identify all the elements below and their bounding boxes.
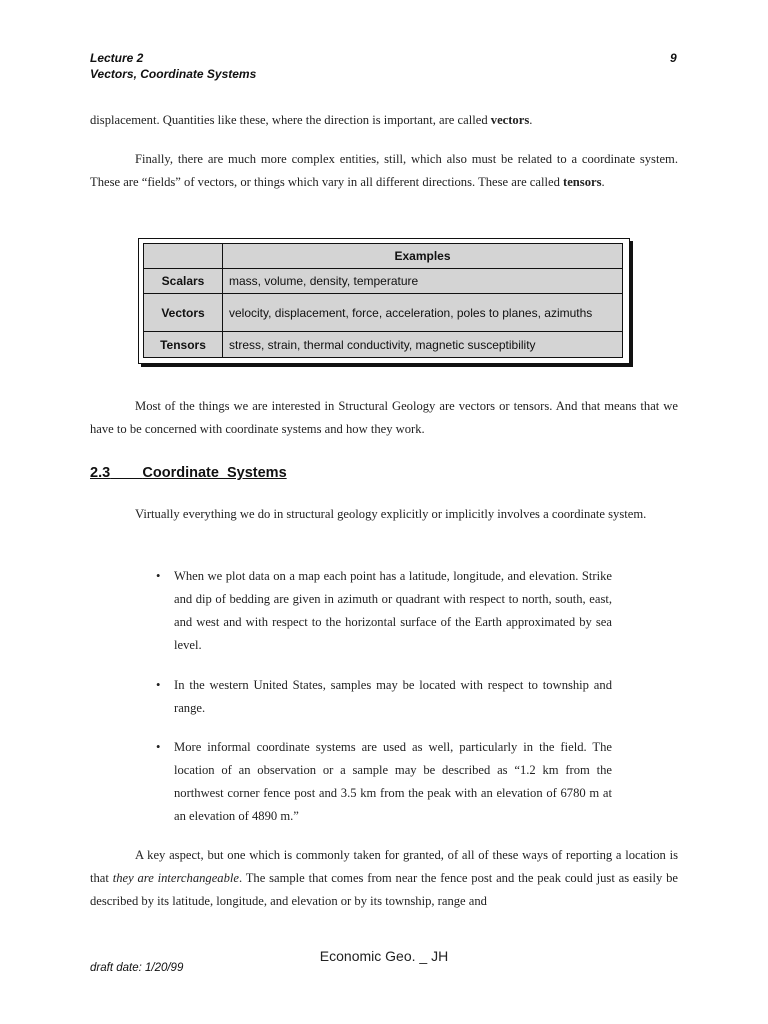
bullet-icon: • xyxy=(156,569,161,583)
footer-course: Economic Geo. _ JH xyxy=(319,948,449,964)
examples-table-frame xyxy=(138,238,630,364)
section-heading xyxy=(90,465,287,481)
row-label-vectors: Vectors xyxy=(144,294,223,332)
bullet-text: When we plot data on a map each point has a latitude, longitude, and elevation. Strike and dip of bedding are given in azimuth or quadrant with respect to north, south, east, and west and with respect to the horizontal surface of the Earth approximated by sea level. xyxy=(174,569,612,652)
examples-table xyxy=(143,243,623,358)
paragraph-tensors: Finally, there are much more complex entities, still, which also must be related to a coordinate system. These are “fields” of vectors, or things which vary in all different directions. These are called tensors. xyxy=(90,152,678,189)
row-value-scalars: mass, volume, density, temperature xyxy=(223,269,623,294)
paragraph-coordinate-intro: Virtually everything we do in structural geology explicitly or implicitly involves a coordinate system. xyxy=(135,507,647,521)
table-header-examples: Examples xyxy=(223,244,623,269)
bullet-item-informal xyxy=(156,736,612,828)
table-row xyxy=(144,332,623,358)
bullet-item-map xyxy=(156,565,612,657)
row-value-tensors: stress, strain, thermal conductivity, magnetic susceptibility xyxy=(223,332,623,358)
emphasis-interchangeable: they are interchangeable xyxy=(112,871,239,885)
bullet-icon: • xyxy=(156,740,161,754)
bullet-icon: • xyxy=(156,678,161,692)
table-corner-cell xyxy=(144,244,223,269)
row-label-scalars: Scalars xyxy=(144,269,223,294)
row-label-tensors: Tensors xyxy=(144,332,223,358)
page-number: 9 xyxy=(670,51,677,65)
term-vectors: vectors xyxy=(490,113,530,127)
bullet-text: More informal coordinate systems are used as well, particularly in the field. The location of an observation or a sample may be described as “1.2 km from the northwest corner fence post and 3.5 km from the peak with an elevation of 6780 m at an elevation of 4890 m.” xyxy=(174,740,612,823)
header-title: Vectors, Coordinate Systems xyxy=(90,67,257,81)
table-row xyxy=(144,294,623,332)
row-value-vectors: velocity, displacement, force, acceleration, poles to planes, azimuths xyxy=(223,294,623,332)
bullet-text: In the western United States, samples may be located with respect to township and range. xyxy=(174,678,612,715)
term-tensors: tensors xyxy=(563,175,602,189)
paragraph-interchangeable: A key aspect, but one which is commonly taken for granted, of all of these ways of reporting a location is that they are interchangeable. The sample that comes from near the fence post and the peak could just as easily be described by its latitude, longitude, and elevation or by its township, range and xyxy=(90,848,678,908)
header-lecture: Lecture 2 xyxy=(90,51,144,65)
bullet-item-township xyxy=(156,674,612,720)
table-row xyxy=(144,269,623,294)
paragraph-vectors: displacement. Quantities like these, where the direction is important, are called vectors. xyxy=(90,113,533,127)
paragraph-structural-geology: Most of the things we are interested in Structural Geology are vectors or tensors. And that means that we have to be concerned with coordinate systems and how they work. xyxy=(90,399,678,436)
footer-draft-date: draft date: 1/20/99 xyxy=(90,962,184,974)
section-title: Coordinate Systems xyxy=(142,465,287,481)
section-number: 2.3 xyxy=(90,465,111,481)
